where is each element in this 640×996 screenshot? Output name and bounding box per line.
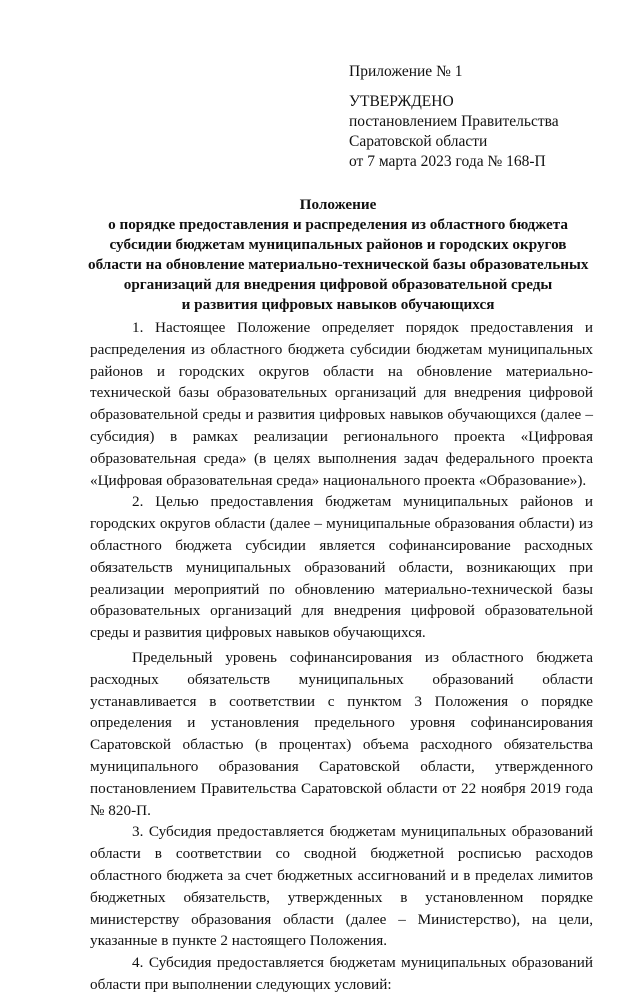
title-line-6: и развития цифровых навыков обучающихся (181, 296, 495, 313)
annex-label: Приложение № 1 (349, 63, 463, 80)
paragraph-1: 1. Настоящее Положение определяет порядок предоставления и распределения из областного бюджета субсидии бюджетам муниципальных районов и городских округов области на обновление материально-технической базы образовательных организаций для внедрения цифровой образовательной среды и развития цифровых навыков обучающихся (далее – субсидия) в рамках реализации регионального проекта «Цифровая образовательная среда» (в целях выполнения задач федерального проекта «Цифровая образовательная среда» национального проекта «Образование»). (90, 319, 593, 489)
paragraph-4: 3. Субсидия предоставляется бюджетам муниципальных образований области в соответствии со сводной бюджетной росписью расходов областного бюджета за счет бюджетных ассигнований и в пределах лимитов бюджетных обязательств, утвержденных в установленном порядке министерству образования области (далее – Министерство), на цели, указанные в пункте 2 настоящего Положения. (90, 823, 593, 950)
approval-line-3: от 7 марта 2023 года № 168-П (349, 153, 546, 170)
title-line-4: области на обновление материально-технической базы образовательных (88, 256, 589, 273)
paragraph-5: 4. Субсидия предоставляется бюджетам муниципальных образований области при выполнении следующих условий: (90, 954, 593, 993)
document-body (90, 317, 593, 996)
approval-line-2: Саратовской области (349, 133, 488, 150)
approved-label: УТВЕРЖДЕНО (349, 93, 454, 110)
paragraph-2: 2. Целью предоставления бюджетам муниципальных районов и городских округов области (далее – муниципальные образования области) из областного бюджета субсидии является софинансирование расходных обязательств муниципальных образований области, возникающих при реализации мероприятий по обновлению материально-технической базы образовательных организаций для внедрения цифровой образовательной среды и развития цифровых навыков обучающихся. (90, 493, 593, 642)
document-title (88, 195, 588, 315)
title-line-1: Положение (299, 196, 377, 213)
title-line-3: субсидии бюджетам муниципальных районов и городских округов (109, 236, 567, 253)
title-line-5: организаций для внедрения цифровой образовательной среды (123, 276, 553, 293)
title-line-2: о порядке предоставления и распределения из областного бюджета (108, 216, 568, 233)
approval-line-1: постановлением Правительства (349, 113, 559, 130)
paragraph-3: Предельный уровень софинансирования из областного бюджета расходных обязательств муниципальных образований области устанавливается в соответствии с пунктом 3 Положения о порядке определения и установления предельного уровня софинансирования Саратовской областью (в процентах) объема расходного обязательства муниципального образования Саратовской области, утвержденного постановлением Правительства Саратовской области от 22 ноября 2019 года № 820-П. (90, 648, 593, 819)
approval-block (349, 62, 599, 172)
